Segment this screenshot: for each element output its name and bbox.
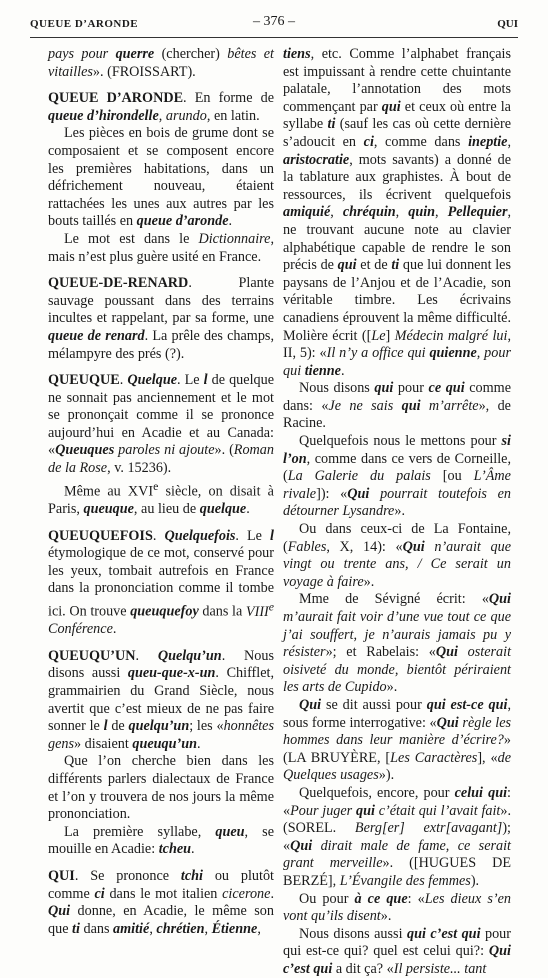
- paragraph: Ou pour à ce que: «Les dieux s’en vont qu’ils disent».: [283, 890, 511, 925]
- header-left-title: QUEUE D’ARONDE: [30, 18, 139, 30]
- paragraph: Quelquefois, encore, pour celui qui: «Pour juger qui c’était qui l’avait fait». (SOREL. Berg[er] extr[avagant]); «Qui dirait male de fame, ce serait grant merveille». ([HUGUES DE BERZÉ], L’Évangile des femmes).: [283, 784, 512, 889]
- page-number: – 376 –: [253, 14, 295, 29]
- dictionary-entry: QUEUQU’UN. Quelqu’un. Nous disons aussi queu-que-x-un. Chifflet, grammairien du Grand Siècle, nous avertit que c’est mieux de ne pas faire sonner le l de quelqu’un; les «honnêtes gens» disaient queuqu’un.: [48, 647, 274, 752]
- left-column: [48, 46, 274, 938]
- running-header: [30, 14, 518, 34]
- paragraph: Nous disons qui pour ce qui comme dans: «Je ne sais qui m’arrête», de Racine.: [283, 380, 511, 432]
- dictionary-entry: QUEUQUEFOIS. Quelquefois. Le l étymologique de ce mot, conservé pour les yeux, tombait autrefois en France dans la prononciation comme il tombe ici. On trouve queuquefoy dans la VIIIe Conférence.: [48, 527, 275, 638]
- paragraph: Nous disons aussi qui c’est qui pour qui est-ce qui? quel est celui qui?: Qui c’est qui a dit ça? «Il persiste... tant: [283, 925, 511, 977]
- paragraph: Qui se dit aussi pour qui est-ce qui, sous forme interrogative: «Qui règle les hommes dans leur manière d’écrire?» (LA BRUYÈRE, [Les Caractères], «de Quelques usages»).: [283, 696, 512, 784]
- paragraph: tiens, etc. Comme l’alphabet français est impuissant à rendre cette chuintante palatale, l’annotation des mots commençant par qui et ceux où entre la syllabe ti (sauf les cas où cette dernière s’adoucit en ci, comme dans ineptie, aristocratie, mots savants) a donné de la tablature aux graphistes. À bout de ressources, ils écrivent quelquefois amiquié, chréquin, quin, Pellequier, ne trouvant aucune note au clavier alphabétique capable de rendre le son précis de qui et de ti que lui donnent les paysans de l’Anjou et de l’Acadie, son véritable timbre. Les écrivains canadiens éprouvent la même difficulté. Molière écrit ([Le] Médecin malgré lui, II, 5): «Il n’y a office qui quienne, pour qui tienne.: [283, 46, 512, 379]
- paragraph: La première syllabe, queu, se mouille en Acadie: tcheu.: [48, 823, 274, 858]
- paragraph: Que l’on cherche bien dans les différents parlers dialectaux de France et l’on y trouvera de nos jours la même prononciation.: [48, 753, 274, 823]
- paragraph: Quelquefois nous le mettons pour si l’on, comme dans ce vers de Corneille, (La Galerie du palais [ou L’Âme rivale]): «Qui pourrait toutefois en détourner Lysandre».: [283, 433, 512, 520]
- paragraph: Les pièces en bois de grume dont se composaient et se composent encore les premières habitations, dans un défrichement nouveau, étaient rattachées les unes aux autres par les bouts taillés en queue d’aronde.: [48, 125, 274, 230]
- dictionary-entry: QUEUE-DE-RENARD. Plante sauvage poussant dans des terrains incultes et rappelant, par sa forme, une queue de renard. La prêle des champs, mélampyre des prés (?).: [48, 275, 275, 362]
- dictionary-entry: QUEUE D’ARONDE. En forme de queue d’hirondelle, arundo, en latin.: [48, 90, 275, 124]
- paragraph: Même au XVIe siècle, on disait à Paris, queuque, au lieu de quelque.: [48, 478, 274, 517]
- paragraph: Le mot est dans le Dictionnaire, mais n’est plus guère usité en France.: [48, 230, 274, 265]
- header-right-title: QUI: [497, 18, 518, 30]
- paragraph: Mme de Sévigné écrit: «Qui m’aurait fait voir d’une vue tout ce que j’ai souffert, je n’aurais jamais pu y résister»; et Rabelais: «Qui osterait oisiveté du monde, bientôt périraient les arts de Cupido».: [283, 591, 512, 696]
- paragraph: Ou dans ceux-ci de La Fontaine, (Fables, X, 14): «Qui n’aurait que vingt ou trente ans, / Ce serait un voyage à faire».: [283, 521, 511, 590]
- dictionary-entry: QUEUQUE. Quelque. Le l de quelque ne sonnait pas anciennement et le mot se prononçait comme il se prononce aujourd’hui en Acadie et au Canada: «Queuques paroles ni ajoute». (Roman de la Rose, v. 15236).: [48, 372, 274, 477]
- header-rule: [30, 37, 518, 38]
- right-column: [283, 46, 511, 978]
- dictionary-entry: QUI. Se prononce tchi ou plutôt comme ci dans le mot italien cicerone. Qui donne, en Acadie, le même son que ti dans amitié, chrétien, Étienne,: [48, 868, 274, 937]
- paragraph: pays pour querre (chercher) bêtes et vitailles». (FROISSART).: [48, 46, 275, 80]
